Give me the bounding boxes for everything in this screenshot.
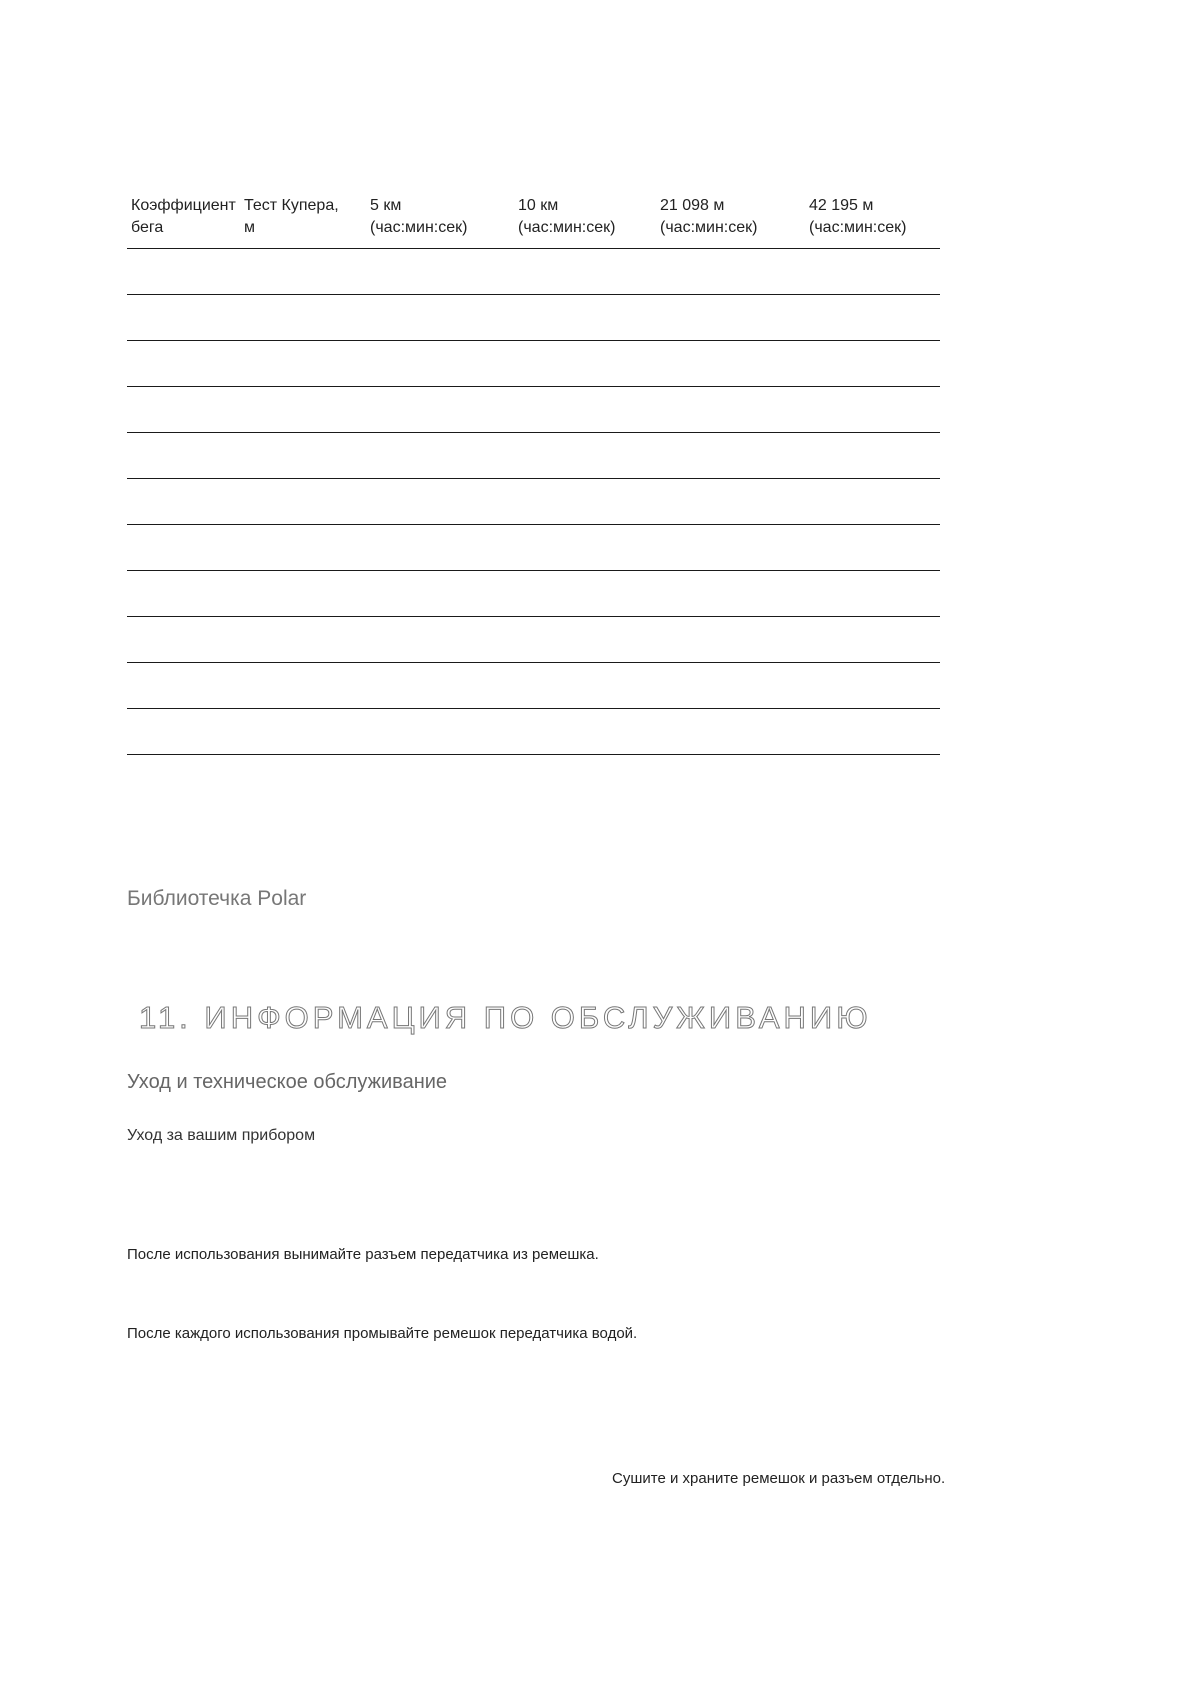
table-cell bbox=[240, 709, 366, 755]
column-header-line: бега bbox=[131, 219, 164, 236]
column-header-cooper-test bbox=[240, 195, 366, 249]
table-cell bbox=[514, 341, 656, 387]
table-cell bbox=[656, 295, 805, 341]
table-cell bbox=[805, 249, 940, 295]
column-header-line: (час:мин:сек) bbox=[370, 219, 468, 236]
library-label: Библиотечка Polar bbox=[127, 887, 307, 910]
table-body bbox=[127, 249, 940, 755]
table-cell bbox=[805, 525, 940, 571]
table-cell bbox=[127, 571, 240, 617]
table-cell bbox=[127, 663, 240, 709]
column-header-line: 21 098 м bbox=[660, 197, 725, 214]
table-row bbox=[127, 387, 940, 433]
table-cell bbox=[127, 387, 240, 433]
table-cell bbox=[514, 387, 656, 433]
running-log-table bbox=[127, 195, 940, 755]
column-header-line: м bbox=[244, 219, 255, 236]
table-cell bbox=[366, 433, 514, 479]
table-row bbox=[127, 663, 940, 709]
table-cell bbox=[240, 295, 366, 341]
table-cell bbox=[240, 433, 366, 479]
table-cell bbox=[656, 479, 805, 525]
section-title: Уход и техническое обслуживание bbox=[127, 1071, 448, 1093]
table-row bbox=[127, 479, 940, 525]
table-cell bbox=[366, 479, 514, 525]
table-cell bbox=[805, 341, 940, 387]
care-instruction-paragraph: После каждого использования промывайте ремешок передатчика водой. bbox=[127, 1325, 638, 1342]
table-cell bbox=[127, 525, 240, 571]
table-cell bbox=[366, 617, 514, 663]
column-header-line: 42 195 м bbox=[809, 197, 874, 214]
column-header-5km bbox=[366, 195, 514, 249]
table-row bbox=[127, 341, 940, 387]
column-header-line: (час:мин:сек) bbox=[809, 219, 907, 236]
table-cell bbox=[805, 433, 940, 479]
table-row bbox=[127, 617, 940, 663]
table-row bbox=[127, 433, 940, 479]
table-cell bbox=[656, 709, 805, 755]
table-cell bbox=[366, 387, 514, 433]
table-cell bbox=[366, 295, 514, 341]
table-cell bbox=[805, 663, 940, 709]
table-cell bbox=[514, 709, 656, 755]
column-header-running-index bbox=[127, 195, 240, 249]
table-cell bbox=[366, 663, 514, 709]
column-header-line: (час:мин:сек) bbox=[518, 219, 616, 236]
table-cell bbox=[127, 433, 240, 479]
column-header-10km bbox=[514, 195, 656, 249]
table-cell bbox=[366, 571, 514, 617]
table-cell bbox=[805, 479, 940, 525]
table-cell bbox=[240, 341, 366, 387]
table-cell bbox=[656, 433, 805, 479]
table-cell bbox=[240, 479, 366, 525]
table-row bbox=[127, 709, 940, 755]
table-cell bbox=[805, 295, 940, 341]
column-header-line: Коэффициент bbox=[131, 197, 236, 214]
table-row bbox=[127, 295, 940, 341]
table-cell bbox=[366, 709, 514, 755]
table-row bbox=[127, 525, 940, 571]
table-cell bbox=[127, 479, 240, 525]
table-cell bbox=[366, 525, 514, 571]
subsection-title: Уход за вашим прибором bbox=[127, 1127, 316, 1144]
table-cell bbox=[514, 433, 656, 479]
table-cell bbox=[656, 571, 805, 617]
table-cell bbox=[514, 525, 656, 571]
table-cell bbox=[240, 617, 366, 663]
column-header-line: Тест Купера, bbox=[244, 197, 339, 214]
column-header-line: 10 км bbox=[518, 197, 559, 214]
table-row bbox=[127, 571, 940, 617]
table-cell bbox=[127, 295, 240, 341]
table-cell bbox=[656, 663, 805, 709]
table-cell bbox=[656, 525, 805, 571]
table-cell bbox=[656, 249, 805, 295]
table-cell bbox=[127, 341, 240, 387]
table-cell bbox=[240, 387, 366, 433]
table-cell bbox=[240, 571, 366, 617]
table-cell bbox=[127, 617, 240, 663]
table-cell bbox=[656, 341, 805, 387]
table-cell bbox=[514, 249, 656, 295]
table-cell bbox=[805, 387, 940, 433]
table-cell bbox=[805, 617, 940, 663]
table-cell bbox=[366, 249, 514, 295]
column-header-marathon bbox=[805, 195, 940, 249]
table-cell bbox=[240, 525, 366, 571]
table-cell bbox=[240, 663, 366, 709]
table-cell bbox=[656, 387, 805, 433]
table-header bbox=[127, 195, 940, 249]
table-cell bbox=[805, 571, 940, 617]
column-header-half-marathon bbox=[656, 195, 805, 249]
table-cell bbox=[366, 341, 514, 387]
table-cell bbox=[514, 617, 656, 663]
table-cell bbox=[127, 249, 240, 295]
table-cell bbox=[656, 617, 805, 663]
column-header-line: 5 км bbox=[370, 197, 402, 214]
column-header-line: (час:мин:сек) bbox=[660, 219, 758, 236]
table-cell bbox=[514, 295, 656, 341]
chapter-title: 11. ИНФОРМАЦИЯ ПО ОБСЛУЖИВАНИЮ bbox=[139, 1000, 872, 1035]
table-cell bbox=[805, 709, 940, 755]
table-cell bbox=[514, 479, 656, 525]
table-row bbox=[127, 249, 940, 295]
care-instruction-paragraph: После использования вынимайте разъем передатчика из ремешка. bbox=[127, 1246, 599, 1263]
table-cell bbox=[240, 249, 366, 295]
care-instruction-paragraph: Сушите и храните ремешок и разъем отдельно. bbox=[612, 1470, 946, 1487]
table-cell bbox=[514, 571, 656, 617]
table-cell bbox=[127, 709, 240, 755]
table-cell bbox=[514, 663, 656, 709]
table-header-row bbox=[127, 195, 940, 249]
